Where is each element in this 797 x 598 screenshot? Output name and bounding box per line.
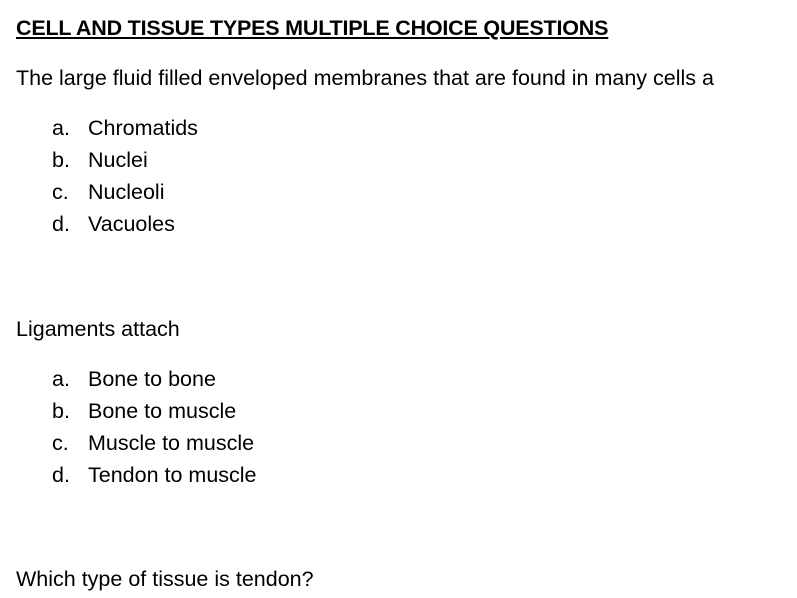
question-2-options (52, 367, 257, 495)
document-title: CELL AND TISSUE TYPES MULTIPLE CHOICE QUESTIONS (16, 16, 609, 40)
option-label: Vacuoles (88, 212, 175, 236)
option-c (52, 431, 257, 463)
question-1-options (52, 116, 198, 244)
option-a (52, 367, 257, 399)
option-letter: a. (52, 367, 70, 391)
option-d (52, 463, 257, 495)
option-letter: d. (52, 212, 70, 236)
option-letter: b. (52, 399, 70, 423)
option-label: Bone to bone (88, 367, 216, 391)
option-a (52, 116, 198, 148)
option-b (52, 399, 257, 431)
question-2: Ligaments attach (16, 317, 180, 341)
option-label: Chromatids (88, 116, 198, 140)
option-b (52, 148, 198, 180)
option-letter: b. (52, 148, 70, 172)
option-c (52, 180, 198, 212)
question-3: Which type of tissue is tendon? (16, 567, 314, 591)
option-letter: d. (52, 463, 70, 487)
option-label: Muscle to muscle (88, 431, 255, 455)
option-letter: c. (52, 431, 69, 455)
question-1: The large fluid filled enveloped membranes that are found in many cells a (16, 66, 714, 90)
option-d (52, 212, 198, 244)
option-label: Nucleoli (88, 180, 165, 204)
option-label: Tendon to muscle (88, 463, 257, 487)
option-label: Bone to muscle (88, 399, 237, 423)
option-letter: c. (52, 180, 69, 204)
option-letter: a. (52, 116, 70, 140)
option-label: Nuclei (88, 148, 148, 172)
